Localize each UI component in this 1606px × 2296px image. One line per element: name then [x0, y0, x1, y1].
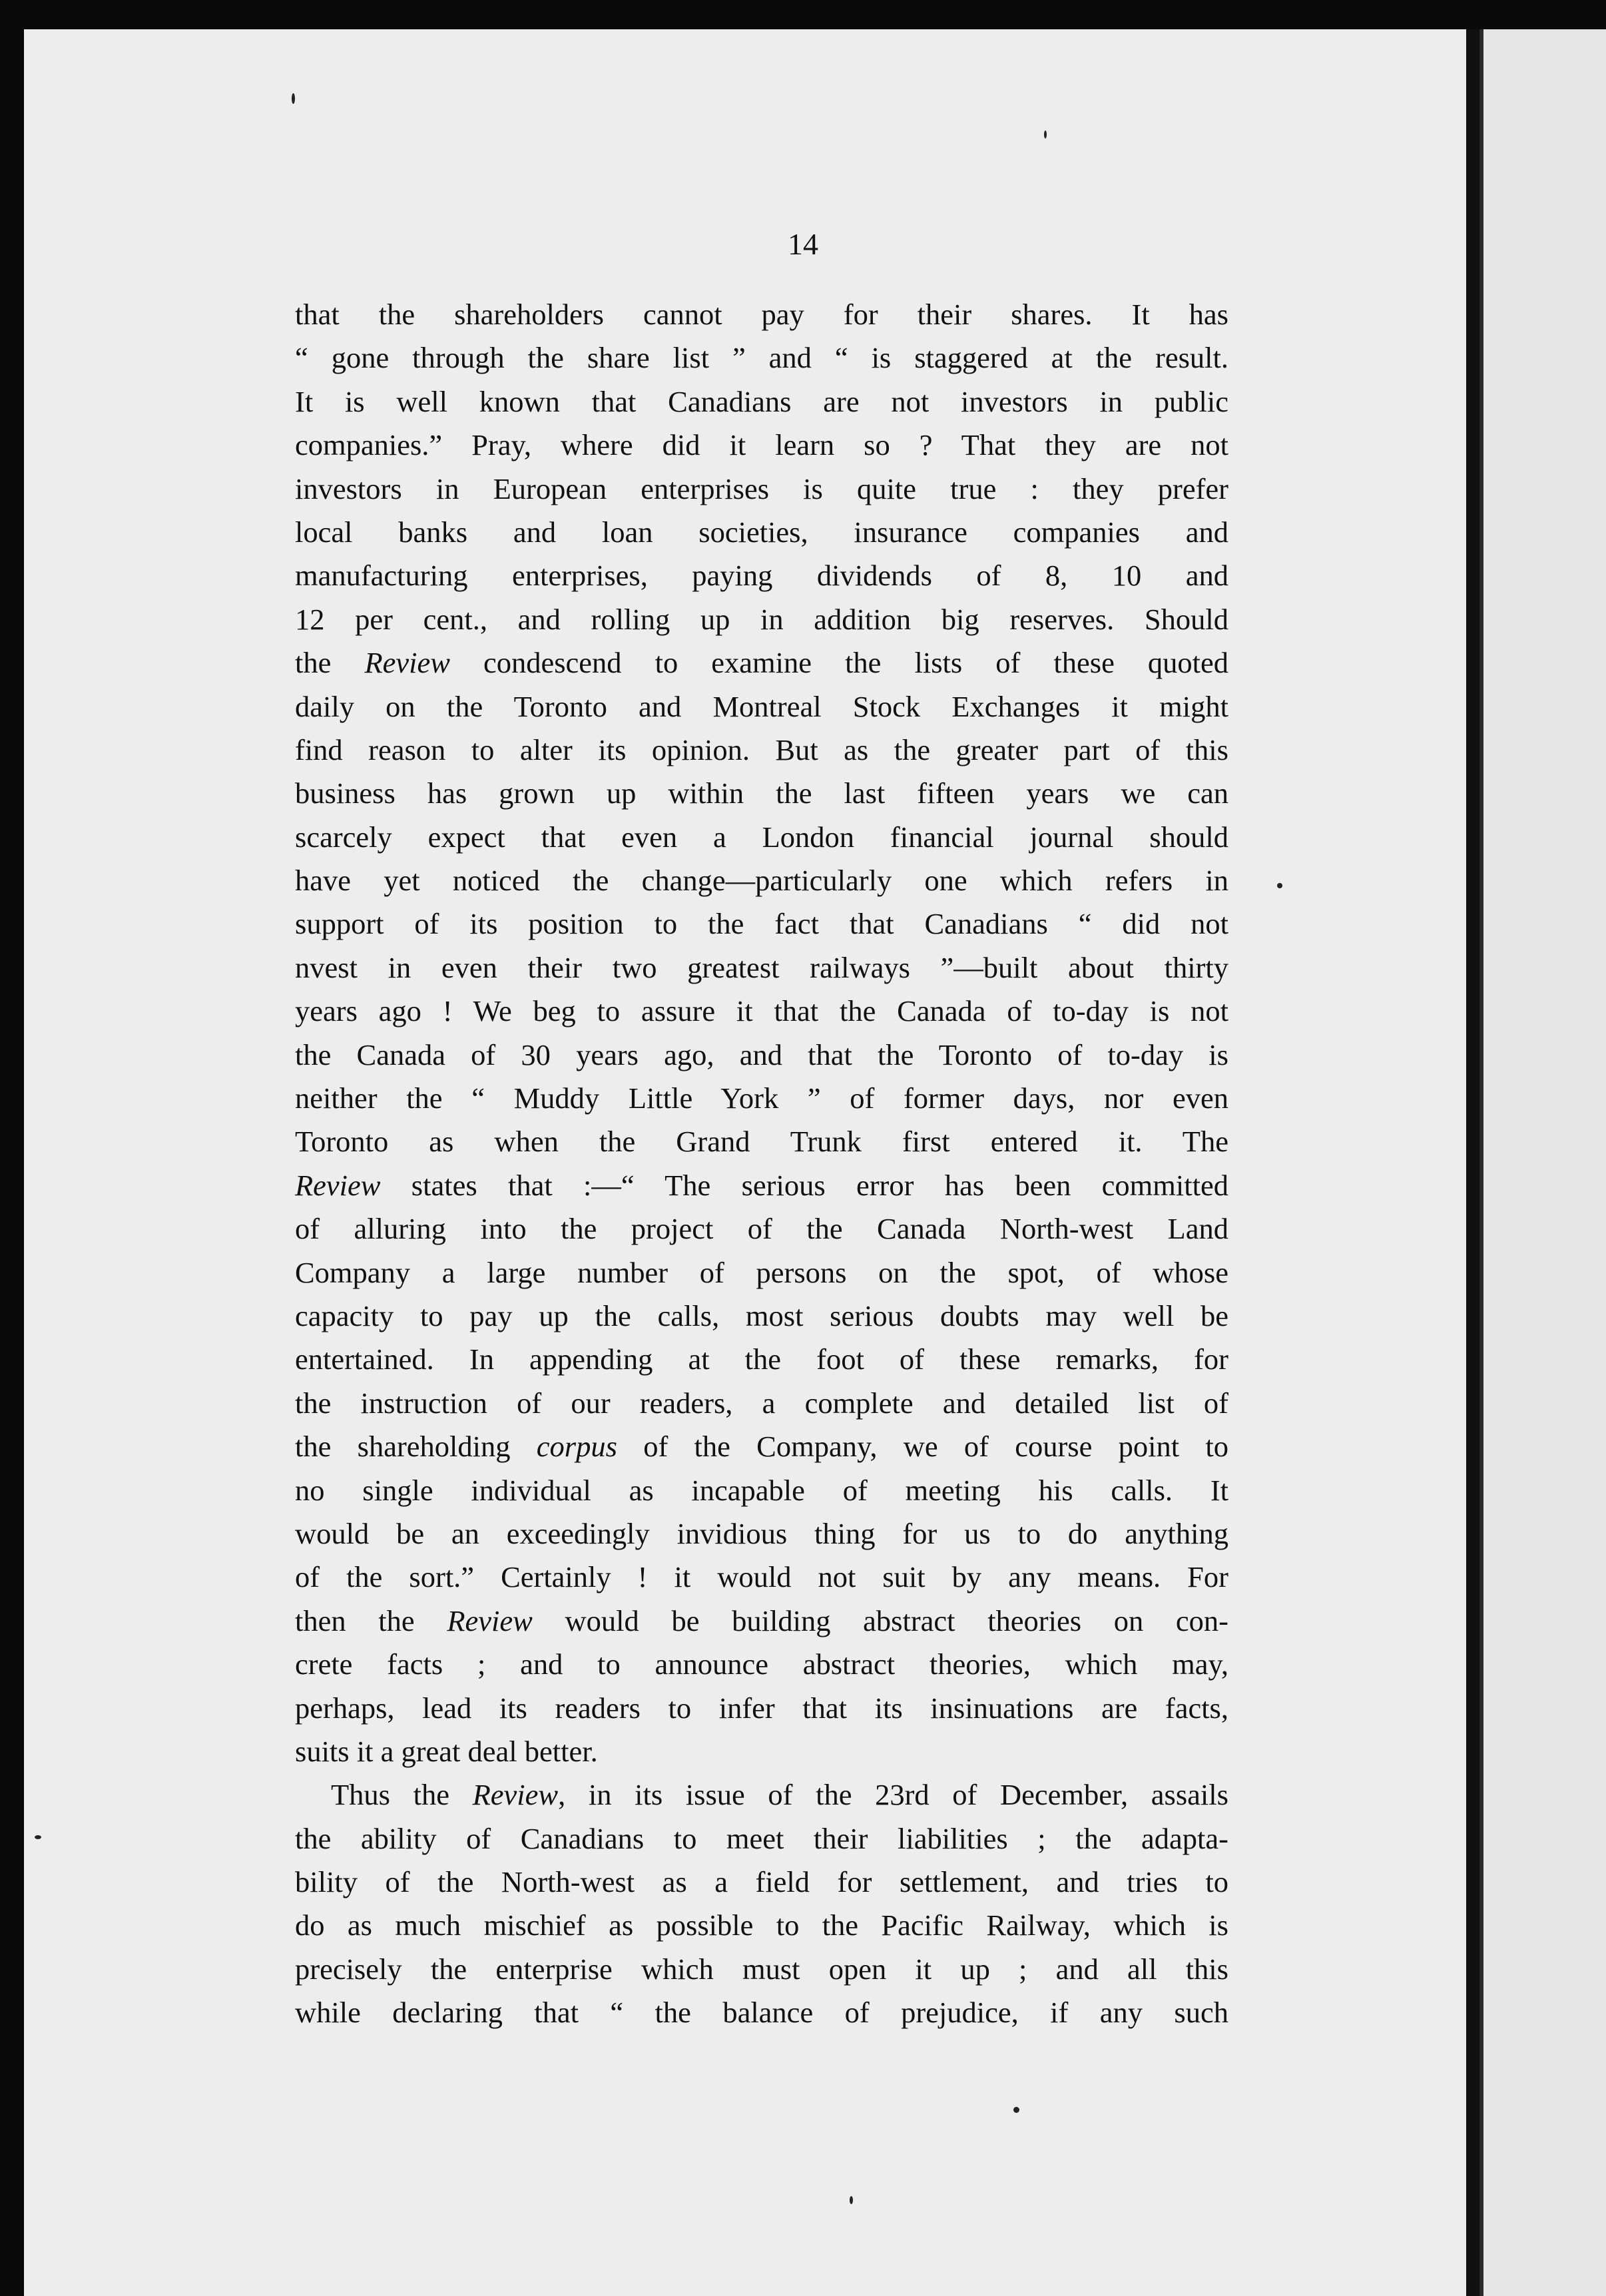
text-line: bility of the North-west as a field for settlement, and tries to	[295, 1865, 1228, 1899]
text-line: of the sort.” Certainly ! it would not suit by any means. For	[295, 1560, 1228, 1594]
text-line: business has grown up within the last fifteen years we can	[295, 776, 1228, 810]
text-line: the Review condescend to examine the lists of these quoted	[295, 646, 1229, 680]
text-line: would be an exceedingly invidious thing for us to do anything	[295, 1516, 1228, 1550]
text-line: Thus the Review, in its issue of the 23rd of December, assails	[331, 1778, 1228, 1812]
text-line: Company a large number of persons on the spot, of whose	[295, 1255, 1228, 1289]
scan-speck	[1013, 2107, 1019, 2113]
text-line: that the shareholders cannot pay for their shares. It has	[295, 298, 1228, 331]
text-line: It is well known that Canadians are not investors in public	[295, 384, 1228, 418]
text-line: crete facts ; and to announce abstract theories, which may,	[295, 1647, 1228, 1681]
text-line: have yet noticed the change—particularly one which refers in	[295, 864, 1228, 898]
text-line: no single individual as incapable of meeting his calls. It	[295, 1473, 1228, 1507]
text-line: 12 per cent., and rolling up in addition big reserves. Should	[295, 602, 1228, 636]
page-number: 14	[788, 227, 818, 261]
text-line: perhaps, lead its readers to infer that its insinuations are facts,	[295, 1691, 1228, 1725]
text-line: neither the “ Muddy Little York ” of former days, nor even	[295, 1081, 1228, 1115]
text-line: entertained. In appending at the foot of these remarks, for	[295, 1342, 1228, 1376]
scan-speck	[1277, 883, 1282, 888]
text-line: manufacturing enterprises, paying dividends of 8, 10 and	[295, 559, 1228, 593]
scan-left-border	[0, 0, 24, 2296]
text-line: Review states that :—“ The serious error has been committed	[295, 1168, 1228, 1202]
scan-speck	[1044, 131, 1047, 139]
italic-corpus: corpus	[536, 1430, 617, 1464]
scan-speck	[35, 1835, 41, 1839]
text-line: the ability of Canadians to meet their liabilities ; the adapta-	[295, 1821, 1228, 1855]
text-line: of alluring into the project of the Canada North-west Land	[295, 1212, 1228, 1246]
text-line: do as much mischief as possible to the Pacific Railway, which is	[295, 1908, 1228, 1942]
text-line: find reason to alter its opinion. But as the greater part of this	[295, 732, 1228, 766]
adjacent-page-edge	[1479, 29, 1606, 2296]
italic-review: Review	[295, 1168, 381, 1202]
text-line: Toronto as when the Grand Trunk first entered it. The	[295, 1125, 1228, 1159]
text-line: investors in European enterprises is quite true : they prefer	[295, 471, 1228, 505]
text-line: local banks and loan societies, insurance companies and	[295, 515, 1228, 549]
scan-top-border	[0, 0, 1606, 29]
text-line: nvest in even their two greatest railways ”—built about thirty	[295, 950, 1228, 984]
italic-review: Review	[472, 1778, 559, 1812]
scan-speck	[850, 2196, 853, 2204]
text-line: support of its position to the fact that Canadians “ did not	[295, 907, 1228, 941]
text-line: daily on the Toronto and Montreal Stock Exchanges it might	[295, 689, 1228, 723]
text-line: precisely the enterprise which must open it up ; and all this	[295, 1952, 1228, 1986]
text-line: scarcely expect that even a London financial journal should	[295, 820, 1228, 854]
scan-speck	[292, 93, 295, 104]
italic-review: Review	[364, 646, 450, 680]
text-line: the Canada of 30 years ago, and that the Toronto of to-day is	[295, 1037, 1228, 1071]
text-line: while declaring that “ the balance of prejudice, if any such	[295, 1996, 1228, 2030]
text-line: suits it a great deal better.	[295, 1734, 598, 1768]
page-gutter	[1466, 29, 1479, 2296]
text-line: companies.” Pray, where did it learn so ? That they are not	[295, 428, 1228, 462]
text-line: then the Review would be building abstract theories on con-	[295, 1603, 1228, 1637]
text-line: the shareholding corpus of the Company, we of course point to	[295, 1430, 1228, 1464]
italic-review: Review	[447, 1603, 533, 1637]
text-line: “ gone through the share list ” and “ is staggered at the result.	[295, 341, 1228, 375]
text-line: capacity to pay up the calls, most serious doubts may well be	[295, 1298, 1228, 1332]
text-line: years ago ! We beg to assure it that the Canada of to-day is not	[295, 994, 1228, 1028]
body-text	[295, 293, 1228, 2035]
text-line: the instruction of our readers, a complete and detailed list of	[295, 1386, 1228, 1420]
